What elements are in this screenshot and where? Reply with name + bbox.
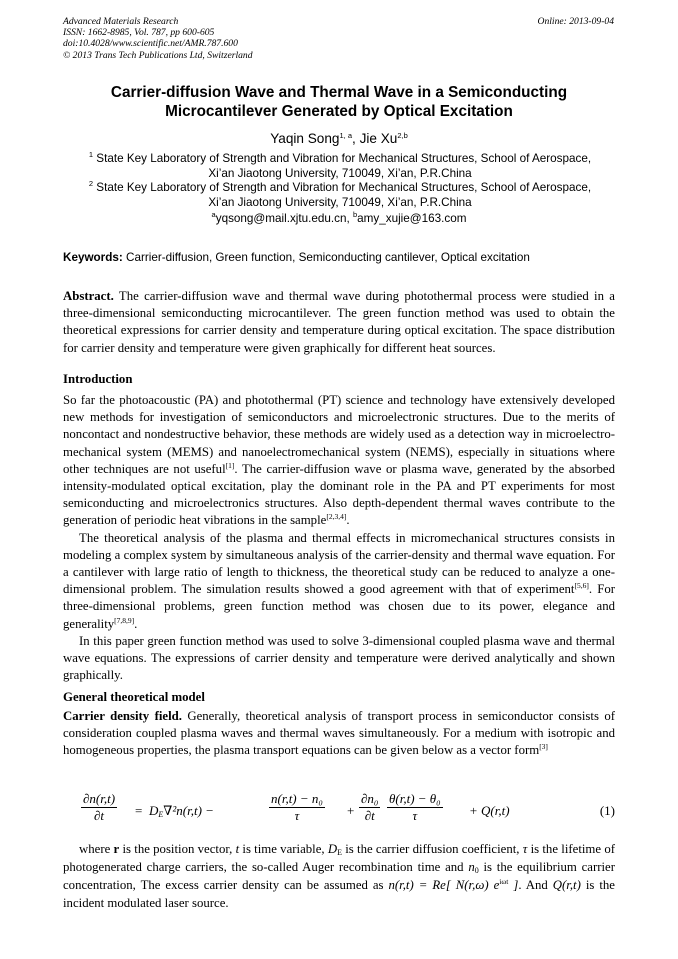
doi-line: doi:10.4028/www.scientific.net/AMR.787.600 bbox=[63, 38, 238, 50]
title-line-2: Microcantilever Generated by Optical Excitation bbox=[165, 103, 513, 120]
author-separator: , bbox=[352, 131, 360, 146]
affiliation-line: Xi’an Jiaotong University, 710049, Xi’an, P.R.China bbox=[208, 167, 472, 180]
author-affiliation-mark: 1, a bbox=[339, 131, 353, 140]
equation-number: (1) bbox=[599, 803, 615, 818]
author-affiliation-mark: 2,b bbox=[397, 131, 408, 140]
section-heading-introduction: Introduction bbox=[63, 372, 133, 386]
author-name: Yaqin Song bbox=[270, 131, 340, 146]
keywords-label: Keywords: bbox=[63, 251, 123, 264]
email-mark: a bbox=[211, 210, 216, 219]
equation-fraction: $\frac{\text{∂n₀}}{\partial t}$ bbox=[361, 791, 379, 823]
email-b: amy_xujie@163.com bbox=[357, 212, 467, 225]
equation-fraction: $\frac{\text{n(r,t) − n₀}}{\tau}$ bbox=[271, 791, 323, 823]
subsection-label: Carrier density field. bbox=[63, 709, 182, 723]
affiliation-2 bbox=[60, 180, 620, 210]
email-mark: b bbox=[352, 210, 358, 219]
author-name: Jie Xu bbox=[359, 131, 398, 146]
issn-line: ISSN: 1662-8985, Vol. 787, pp 600-605 bbox=[63, 27, 215, 39]
online-date: Online: 2013-09-04 bbox=[537, 16, 614, 27]
author-list bbox=[40, 131, 638, 146]
affiliation-line: State Key Laboratory of Strength and Vibration for Mechanical Structures, School of Aerospace, bbox=[96, 152, 592, 165]
affiliation-line: Xi’an Jiaotong University, 710049, Xi’an, P.R.China bbox=[208, 196, 472, 209]
paragraph: The theoretical analysis of the plasma and thermal effects in micromechanical structures consists in modeling a complex system by simultaneous analysis of the carrier-density and thermal wave equation. For a cantilever with large ratio of length to thickness, the theoretical study can be reduced to analyze a one-dimensional problem. The simulation results showed a good agreement with that of experiment[5,6]. For three-dimensional problems, green function method was chosen due to its power, elegance and generality[7,8,9]. bbox=[63, 530, 615, 631]
author-emails bbox=[40, 212, 638, 225]
equation-fraction: $\frac{\partial n(r,t)}{\partial t}$ bbox=[83, 791, 116, 823]
keywords-text: Carrier-diffusion, Green function, Semiconducting cantilever, Optical excitation bbox=[122, 251, 530, 264]
journal-name: Advanced Materials Research bbox=[63, 16, 179, 27]
email-a: yqsong@mail.xjtu.edu.cn, bbox=[215, 212, 353, 225]
paper-title bbox=[40, 83, 638, 121]
section-heading-model: General theoretical model bbox=[63, 690, 205, 704]
paragraph: In this paper green function method was used to solve 3-dimensional coupled plasma wave and thermal wave equations. The expressions of carrier density and temperature were derived analytically and shown graphically. bbox=[63, 633, 615, 683]
keywords bbox=[63, 251, 615, 264]
citation: [1] bbox=[225, 460, 235, 470]
title-line-1: Carrier-diffusion Wave and Thermal Wave in a Semiconducting bbox=[110, 84, 568, 101]
affiliation-number: 1 bbox=[88, 150, 94, 159]
model-body: Carrier density field. Generally, theoretical analysis of transport process in semiconductor consists of consideration coupled plasma waves and thermal waves simultaneously. For a medium with isotropic and homogeneous properties, the plasma transport equations can be given below as a vector form[3] bbox=[63, 709, 616, 758]
equation-1: $\frac{\partial n(r,t)}{\partial t}$ = $D_E\nabla^2n(r,t)$ − $\frac{\text{n(r,t) − n₀}}{\tau}$ + $\frac{\text{∂n₀}}{\partial t}$ $\frac{\text{θ(r,t) − θ₀}}{\tau}$ + Q(r,t) (1) bbox=[83, 791, 615, 823]
abstract bbox=[63, 288, 615, 357]
affiliation-number: 2 bbox=[88, 179, 94, 188]
copyright-line: © 2013 Trans Tech Publications Ltd, Switzerland bbox=[63, 49, 253, 61]
affiliation-line: State Key Laboratory of Strength and Vibration for Mechanical Structures, School of Aerospace, bbox=[96, 181, 592, 194]
citation: [5,6] bbox=[574, 581, 589, 591]
citation: [7,8,9] bbox=[114, 615, 135, 625]
abstract-label: Abstract. bbox=[63, 289, 114, 303]
model-body-continued: where r is the position vector, t is time variable, $D_E$ is the carrier diffusion coefficient, τ is the lifetime of photogenerated charge carriers, the so-called Auger recombination time and $n_0$ is the equilibrium carrier concentration, The excess carrier density can be assumed as n(r,t) = Re[ N(r,ω) $e^{i\omega t}$ ]. And Q(r,t) is the incident modulated laser source. bbox=[63, 842, 615, 910]
journal-header bbox=[63, 16, 253, 61]
citation: [3] bbox=[539, 742, 548, 752]
introduction-body bbox=[63, 392, 615, 684]
citation: [2,3,4] bbox=[326, 512, 347, 522]
paragraph: So far the photoacoustic (PA) and photothermal (PT) science and technology have extensively developed new methods for investigation of semiconductors and microelectronic structures. Due to the merits of noncontact and nondestructive behavior, these methods are widely used as a detection way in microelectro- mechanical system (MEMS) and nanoelectromechanical system (NEMS), especially in situations where other techniques are not useful[1]. The carrier-diffusion wave or plasma wave, generated by the absorbed intensity-modulated optical excitation, play the dominant role in the PA and PT experiments for most semiconducting and microelectronics structures. Also depth-dependent thermal waves contribute to the generation of periodic heat vibrations in the sample[2,3,4]. bbox=[63, 393, 615, 528]
equation-fraction: $\frac{\text{θ(r,t) − θ₀}}{\tau}$ bbox=[389, 791, 441, 823]
abstract-text: The carrier-diffusion wave and thermal wave during photothermal process were studied in a three-dimensional semiconducting microcantilever. The green function method was used to obtain the theoretical expressions for carrier density and temperature during optical excitation. The space distribution for carrier density and temperature were given graphically for different heat sources. bbox=[63, 289, 615, 355]
affiliation-1 bbox=[60, 151, 620, 181]
